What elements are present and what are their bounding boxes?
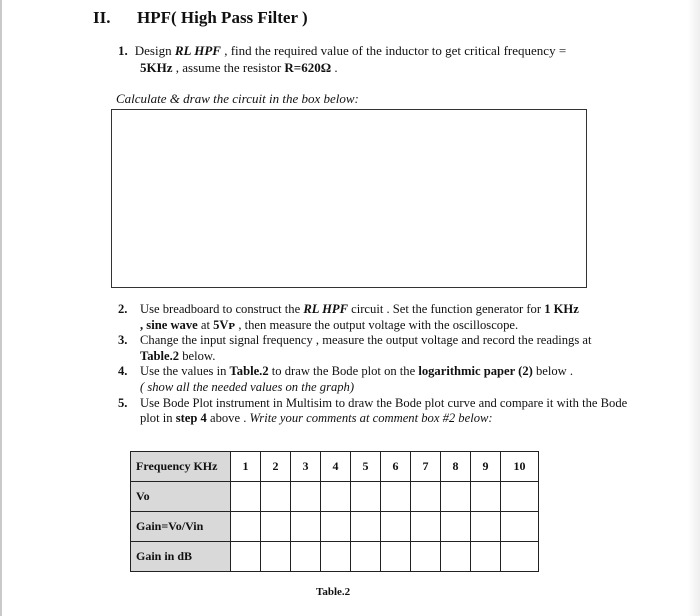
- step-5-step-ref: step 4: [175, 411, 207, 426]
- section-title: HPF( High Pass Filter ): [137, 8, 308, 27]
- step-4-table-ref: Table.2: [229, 364, 269, 379]
- step-4-note: ( show all the needed values on the graph): [140, 379, 355, 394]
- instruction-text: Calculate & draw the circuit in the box below:: [116, 91, 359, 106]
- table-cell[interactable]: [321, 482, 351, 512]
- table-cell[interactable]: [501, 512, 539, 542]
- step-3-number: 3.: [118, 333, 128, 348]
- step-4-paper: logarithmic paper (2): [418, 364, 533, 379]
- step-2-text: Use breadboard to construct the: [140, 302, 304, 316]
- table-cell[interactable]: [471, 512, 501, 542]
- table-cell[interactable]: [411, 482, 441, 512]
- step-2-wave: , sine wave: [140, 317, 198, 332]
- table-header-row: [131, 452, 539, 482]
- step-5-comment: Write your comments at comment box #2 below:: [249, 411, 493, 426]
- header-col: 2: [261, 452, 291, 482]
- table-row: [131, 542, 539, 572]
- table-cell[interactable]: [231, 542, 261, 572]
- table-cell[interactable]: [321, 542, 351, 572]
- step-2-text-b: circuit . Set the function generator for: [348, 302, 545, 316]
- step-2-em: RL HPF: [303, 302, 348, 316]
- header-col: 4: [321, 452, 351, 482]
- table-cell[interactable]: [291, 482, 321, 512]
- table-cell[interactable]: [321, 512, 351, 542]
- step-2-number: 2.: [118, 302, 128, 316]
- row-label: Gain=Vo/Vin: [131, 512, 231, 542]
- table-cell[interactable]: [441, 512, 471, 542]
- step-2-text-d: , then measure the output voltage with the oscilloscope.: [235, 317, 519, 332]
- page-edge-right: [688, 0, 700, 616]
- step-3: [118, 333, 628, 364]
- table-cell[interactable]: [261, 512, 291, 542]
- circuit-drawing-box[interactable]: [111, 109, 587, 288]
- step-1-em: RL HPF: [174, 43, 221, 58]
- header-col: 1: [231, 452, 261, 482]
- step-1: [118, 42, 618, 76]
- step-1-number: 1.: [118, 43, 128, 58]
- step-2-freq: 1 KHz: [544, 302, 579, 316]
- table-row: [131, 512, 539, 542]
- table-cell[interactable]: [381, 482, 411, 512]
- table-cell[interactable]: [411, 542, 441, 572]
- table-cell[interactable]: [351, 542, 381, 572]
- table-cell[interactable]: [351, 482, 381, 512]
- step-1-text: Design: [134, 43, 175, 58]
- table-cell[interactable]: [411, 512, 441, 542]
- table-cell[interactable]: [471, 542, 501, 572]
- step-4-text-b: to draw the Bode plot on the: [268, 364, 419, 379]
- header-label: Frequency KHz: [131, 452, 231, 482]
- table-cell[interactable]: [291, 542, 321, 572]
- table-cell[interactable]: [291, 512, 321, 542]
- header-col: 3: [291, 452, 321, 482]
- table-row: [131, 482, 539, 512]
- step-4: [118, 364, 628, 395]
- section-number: II.: [93, 8, 111, 27]
- step-3-text: Change the input signal frequency , measure the output voltage and record the readings at: [140, 333, 592, 348]
- row-label: Vo: [131, 482, 231, 512]
- step-3-text-b: below.: [179, 348, 216, 363]
- step-4-text-c: below .: [532, 364, 574, 379]
- table-cell[interactable]: [261, 482, 291, 512]
- row-label: Gain in dB: [131, 542, 231, 572]
- step-5-text: Use Bode Plot instrument in Multisim to draw the Bode plot curve and compare it with the Bode plot in: [140, 395, 628, 426]
- step-1-text-c: , assume the resistor: [172, 60, 285, 75]
- table-cell[interactable]: [351, 512, 381, 542]
- table-cell[interactable]: [441, 482, 471, 512]
- step-5: [118, 396, 628, 427]
- page-edge-left: [0, 0, 2, 616]
- table-cell[interactable]: [231, 482, 261, 512]
- header-col: 7: [411, 452, 441, 482]
- table-cell[interactable]: [441, 542, 471, 572]
- step-1-text-d: .: [331, 60, 338, 75]
- header-col: 8: [441, 452, 471, 482]
- header-col: 10: [501, 452, 539, 482]
- step-1-line-2: [118, 59, 618, 76]
- header-col: 5: [351, 452, 381, 482]
- step-5-number: 5.: [118, 395, 128, 410]
- step-4-text: Use the values in: [140, 364, 230, 379]
- header-col: 9: [471, 452, 501, 482]
- table-2: [130, 451, 539, 572]
- table-cell[interactable]: [501, 482, 539, 512]
- step-1-resistor: R=620Ω: [284, 60, 332, 75]
- section-heading: [93, 8, 308, 28]
- step-2-text-c: at: [197, 317, 214, 332]
- table-cell[interactable]: [471, 482, 501, 512]
- step-2-volt: 5Vᴘ: [213, 317, 236, 332]
- table-caption: Table.2: [316, 586, 351, 598]
- table-cell[interactable]: [501, 542, 539, 572]
- step-2: [118, 302, 628, 333]
- step-1-freq: 5KHz: [140, 60, 173, 75]
- table-cell[interactable]: [381, 542, 411, 572]
- step-3-table-ref: Table.2: [140, 348, 180, 363]
- step-5-text-b: above .: [206, 411, 250, 426]
- table-cell[interactable]: [261, 542, 291, 572]
- step-1-text-b: , find the required value of the inductor to get critical frequency =: [220, 43, 567, 58]
- header-col: 6: [381, 452, 411, 482]
- table-cell[interactable]: [231, 512, 261, 542]
- table-cell[interactable]: [381, 512, 411, 542]
- step-4-number: 4.: [118, 364, 128, 379]
- steps-list: [118, 302, 628, 427]
